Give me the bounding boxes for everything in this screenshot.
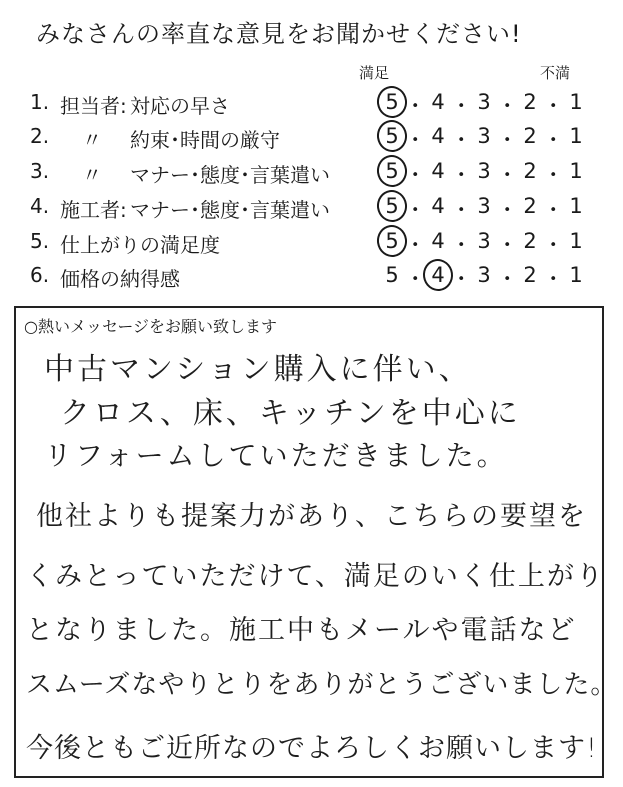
rating-category: 担当者: xyxy=(60,94,127,118)
scale-separator: ･ xyxy=(548,94,559,118)
rating-item: 仕上がりの満足度 xyxy=(60,233,220,257)
scale-separator: ･ xyxy=(410,267,421,291)
rating-option-1[interactable]: 1 xyxy=(569,194,583,218)
message-line: クロス、床、キッチンを中心に xyxy=(60,396,521,431)
rating-number: 1. xyxy=(30,90,50,114)
scale-label-dissatisfied: 不満 xyxy=(540,64,571,82)
rating-option-5[interactable]: 5 xyxy=(385,90,399,114)
rating-option-5[interactable]: 5 xyxy=(385,229,399,253)
scale-separator: ･ xyxy=(456,198,467,222)
scale-separator: ･ xyxy=(502,163,513,187)
rating-number: 3. xyxy=(30,159,50,183)
rating-item: マナー･態度･言葉遣い xyxy=(130,198,330,222)
scale-separator: ･ xyxy=(502,267,513,291)
rating-option-4[interactable]: 4 xyxy=(431,263,445,287)
message-line: くみとっていただけて、満足のいく仕上がり xyxy=(26,561,605,592)
ditto-mark: 〃 xyxy=(82,163,102,187)
rating-option-3[interactable]: 3 xyxy=(477,159,491,183)
rating-option-5[interactable]: 5 xyxy=(385,194,399,218)
rating-option-4[interactable]: 4 xyxy=(431,194,445,218)
rating-option-1[interactable]: 1 xyxy=(569,263,583,287)
rating-scale[interactable] xyxy=(370,259,590,293)
scale-separator: ･ xyxy=(502,128,513,152)
scale-separator: ･ xyxy=(456,267,467,291)
rating-scale[interactable] xyxy=(370,225,590,259)
rating-scale[interactable] xyxy=(370,120,590,154)
rating-option-1[interactable]: 1 xyxy=(569,159,583,183)
scale-separator: ･ xyxy=(548,233,559,257)
scale-separator: ･ xyxy=(410,128,421,152)
scale-separator: ･ xyxy=(456,94,467,118)
rating-option-5[interactable]: 5 xyxy=(385,124,399,148)
rating-option-3[interactable]: 3 xyxy=(477,229,491,253)
rating-number: 5. xyxy=(30,229,50,253)
rating-scale[interactable] xyxy=(370,86,590,120)
rating-category: 施工者: xyxy=(60,198,127,222)
rating-option-1[interactable]: 1 xyxy=(569,124,583,148)
rating-option-4[interactable]: 4 xyxy=(431,124,445,148)
rating-item: 対応の早さ xyxy=(130,94,230,118)
rating-option-3[interactable]: 3 xyxy=(477,263,491,287)
scale-separator: ･ xyxy=(456,128,467,152)
scale-separator: ･ xyxy=(548,128,559,152)
rating-option-4[interactable]: 4 xyxy=(431,229,445,253)
rating-row-2 xyxy=(30,120,590,154)
rating-number: 6. xyxy=(30,263,50,287)
scale-label-satisfied: 満足 xyxy=(359,64,390,82)
rating-option-2[interactable]: 2 xyxy=(523,263,537,287)
scale-separator: ･ xyxy=(548,267,559,291)
scale-separator: ･ xyxy=(548,198,559,222)
rating-option-4[interactable]: 4 xyxy=(431,90,445,114)
message-heading: ○熱いメッセージをお願い致します xyxy=(24,317,278,336)
survey-title: みなさんの率直な意見をお聞かせください! xyxy=(36,20,522,48)
rating-item: マナー･態度･言葉遣い xyxy=(130,163,330,187)
rating-row-4 xyxy=(30,190,590,224)
rating-scale[interactable] xyxy=(370,155,590,189)
scale-separator: ･ xyxy=(502,94,513,118)
rating-row-1 xyxy=(30,86,590,120)
scale-separator: ･ xyxy=(410,163,421,187)
rating-row-6 xyxy=(30,259,590,293)
rating-option-2[interactable]: 2 xyxy=(523,194,537,218)
message-box xyxy=(14,306,618,778)
rating-option-2[interactable]: 2 xyxy=(523,159,537,183)
rating-row-3 xyxy=(30,155,590,189)
rating-option-2[interactable]: 2 xyxy=(523,229,537,253)
message-line: 今後ともご近所なのでよろしくお願いします! xyxy=(26,733,598,764)
rating-option-3[interactable]: 3 xyxy=(477,124,491,148)
rating-item: 価格の納得感 xyxy=(60,267,180,291)
rating-number: 4. xyxy=(30,194,50,218)
message-line: となりました。施工中もメールや電話など xyxy=(26,615,577,646)
scale-separator: ･ xyxy=(548,163,559,187)
scale-separator: ･ xyxy=(410,198,421,222)
rating-option-2[interactable]: 2 xyxy=(523,124,537,148)
rating-option-5[interactable]: 5 xyxy=(385,159,399,183)
rating-row-5 xyxy=(30,225,590,259)
scale-separator: ･ xyxy=(502,198,513,222)
rating-item: 約束･時間の厳守 xyxy=(130,128,280,152)
scale-separator: ･ xyxy=(410,94,421,118)
rating-option-1[interactable]: 1 xyxy=(569,90,583,114)
rating-option-5[interactable]: 5 xyxy=(385,263,399,287)
scale-separator: ･ xyxy=(410,233,421,257)
rating-option-1[interactable]: 1 xyxy=(569,229,583,253)
scale-separator: ･ xyxy=(456,233,467,257)
rating-scale[interactable] xyxy=(370,190,590,224)
message-line: スムーズなやりとりをありがとうございました。 xyxy=(26,670,618,700)
rating-option-3[interactable]: 3 xyxy=(477,90,491,114)
scale-separator: ･ xyxy=(456,163,467,187)
message-line: 中古マンション購入に伴い、 xyxy=(44,352,472,387)
scale-separator: ･ xyxy=(502,233,513,257)
ditto-mark: 〃 xyxy=(82,128,102,152)
rating-option-4[interactable]: 4 xyxy=(431,159,445,183)
message-line: リフォームしていただきました。 xyxy=(44,439,508,472)
rating-option-2[interactable]: 2 xyxy=(523,90,537,114)
rating-number: 2. xyxy=(30,124,50,148)
rating-option-3[interactable]: 3 xyxy=(477,194,491,218)
message-line: 他社よりも提案力があり、こちらの要望を xyxy=(36,501,587,532)
